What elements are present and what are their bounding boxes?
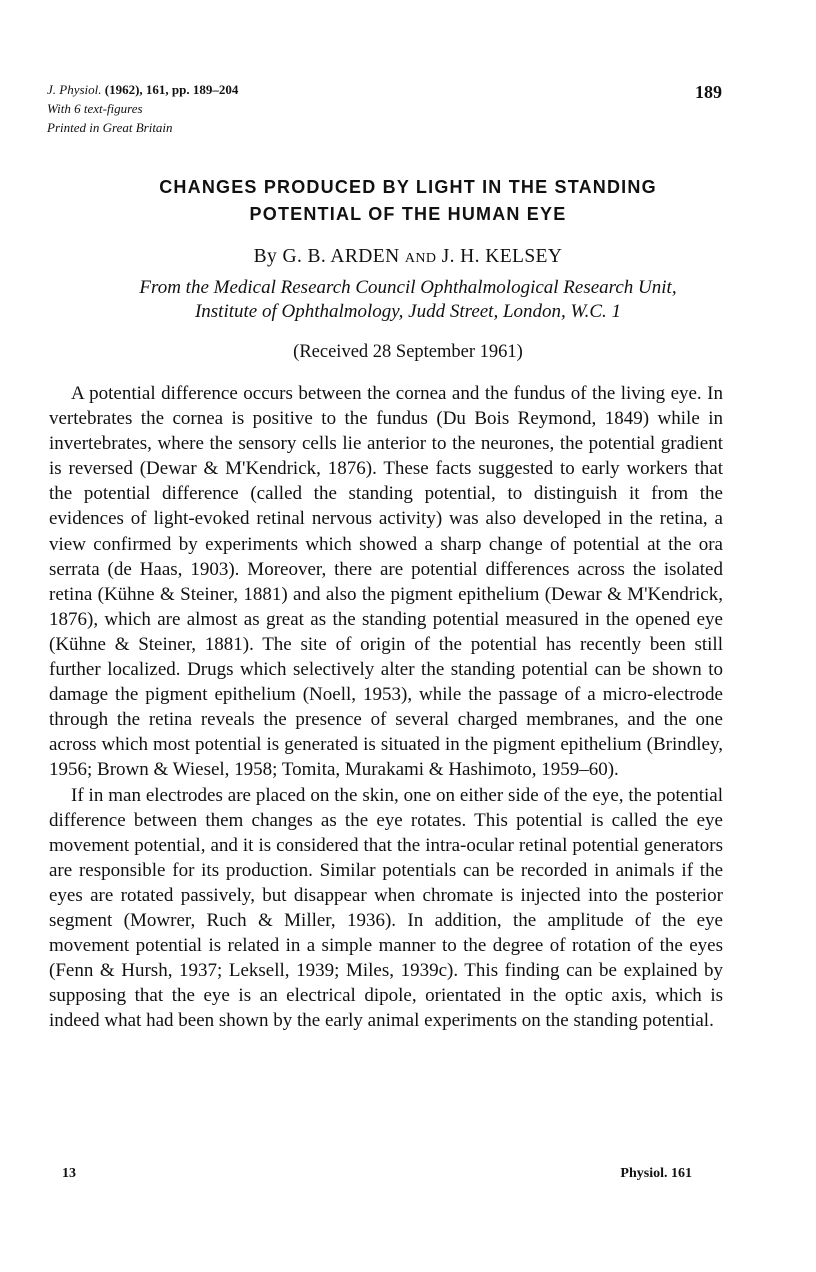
signature-mark: 13 (62, 1166, 76, 1181)
author-2: J. H. KELSEY (441, 246, 563, 267)
paragraph-2: If in man electrodes are placed on the skin, one on either side of the eye, the potential difference between them changes as the eye rotates. This potential is called the eye movement potential, and it is considered that the intra-ocular retinal potential generators are responsible for its production. Similar potentials can be recorded in animals if the eyes are rotated passively, but disappear when chromate is injected into the posterior segment (Mowrer, Ruch & Miller, 1936). In addition, the amplitude of the eye movement potential is related in a simple manner to the degree of rotation of the eyes (Fenn & Hursh, 1937; Leksell, 1939; Miles, 1939c). This finding can be explained by supposing that the eye is an electrical dipole, orientated in the optic axis, which is indeed what had been shown by the early animal experiments on the standing potential. (49, 784, 723, 1032)
journal-name: J. Physiol. (47, 82, 102, 97)
page-number: 189 (695, 82, 722, 102)
article-body (49, 381, 723, 1033)
by-label: By (253, 246, 278, 267)
affiliation (60, 276, 756, 324)
printed-note: Printed in Great Britain (47, 120, 173, 135)
title-line-1: CHANGES PRODUCED BY LIGHT IN THE STANDING (159, 177, 657, 197)
citation-line (47, 80, 238, 99)
author-1: G. B. ARDEN (282, 246, 400, 267)
and-label: AND (404, 251, 437, 266)
masthead (47, 80, 238, 137)
citation-details: (1962), 161, pp. 189–204 (104, 82, 239, 97)
article-title (60, 174, 756, 228)
affiliation-line-2: Institute of Ophthalmology, Judd Street, London, W.C. 1 (194, 301, 622, 322)
title-line-2: POTENTIAL OF THE HUMAN EYE (249, 204, 567, 224)
footer-journal: Physiol. 161 (620, 1166, 692, 1181)
figures-note: With 6 text-figures (47, 101, 143, 116)
received-date: (Received 28 September 1961) (293, 342, 523, 362)
paragraph-1: A potential difference occurs between the cornea and the fundus of the living eye. In vertebrates the cornea is positive to the fundus (Du Bois Reymond, 1849) while in invertebrates, where the sensory cells lie anterior to the neurones, the potential gradient is reversed (Dewar & M'Kendrick, 1876). These facts suggested to early workers that the potential difference (called the standing potential, to distinguish it from the evidences of light-evoked retinal nervous activity) was also developed in the retina, a view confirmed by experiments which showed a sharp change of potential at the ora serrata (de Haas, 1903). Moreover, there are potential differences across the isolated retina (Kühne & Steiner, 1881) and also the pigment epithelium (Dewar & M'Kendrick, 1876), which are almost as great as the standing potential measured in the opened eye (Kühne & Steiner, 1881). The site of origin of the potential has recently been still further localized. Drugs which selectively alter the standing potential can be shown to damage the pigment epithelium (Noell, 1953), while the passage of a micro-electrode through the retina reveals the presence of several charged membranes, and the one across which most potential is generated is situated in the pigment epithelium (Brindley, 1956; Brown & Wiesel, 1958; Tomita, Murakami & Hashimoto, 1959–60). (49, 383, 723, 781)
affiliation-line-1: From the Medical Research Council Ophthalmological Research Unit, (139, 277, 677, 298)
author-line (60, 246, 756, 268)
